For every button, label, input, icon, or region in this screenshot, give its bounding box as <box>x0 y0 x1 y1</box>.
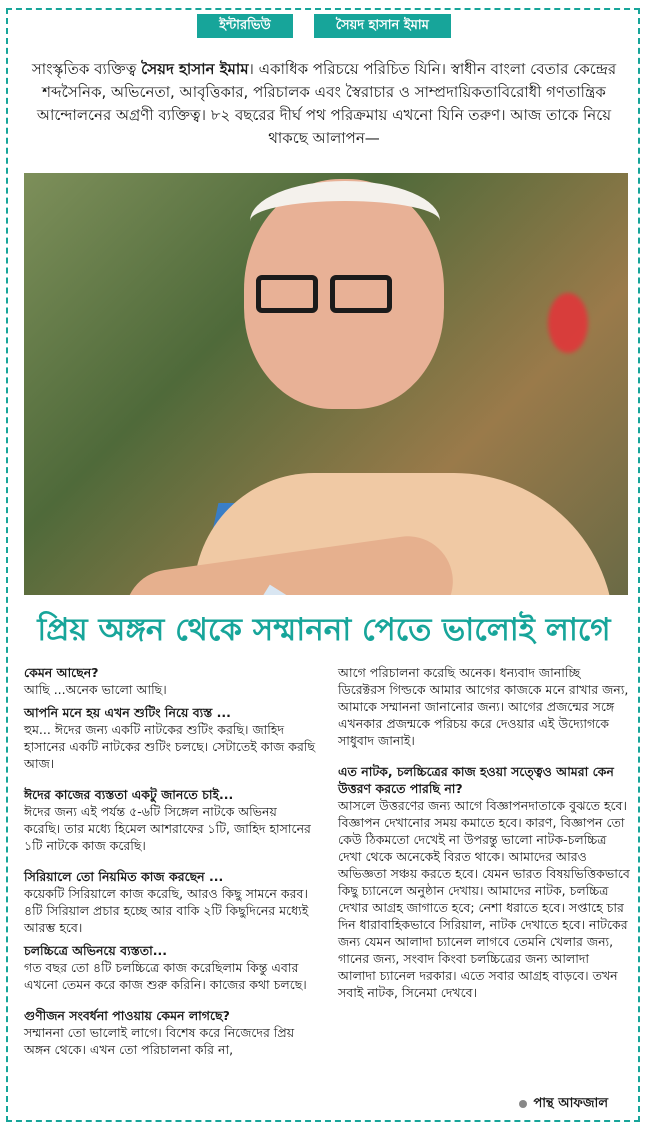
intro-after-name: । একাধিক পরিচয়ে পরিচিত যিনি। স্বাধীন বাংলা বেতার কেন্দ্রের শব্দসৈনিক, অভিনেতা, আবৃত্তিকার, পরিচালক এবং স্বৈরাচার ও সাম্প্রদায়িকতাবিরোধী গণতান্ত্রিক আন্দোলনের অগ্রণী ব্যক্তিত্ব। ৮২ বছরের দীর্ঘ পথ পরিক্রমায় এখনো যিনি তরুণ। আজ তাকে নিয়ে থাকছে আলাপন— <box>36 60 617 147</box>
header-tabs <box>0 14 648 38</box>
photo-glasses <box>256 275 416 319</box>
portrait-photo <box>24 173 628 595</box>
answer: হুম... ঈদের জন্য একটি নাটকের শুটিং করছি। জাহিদ হাসানের একটি নাটকের শুটিং চলছে। সেটাতেই কাজ করছি আজ। <box>24 722 316 771</box>
question: চলচ্চিত্রে অভিনয়ে ব্যস্ততা... <box>24 943 167 958</box>
subject-name-tab: সৈয়দ হাসান ইমাম <box>314 14 451 38</box>
answer: সম্মাননা তো ভালোই লাগে। বিশেষ করে নিজেদের প্রিয় অঙ্গন থেকে। এখন তো পরিচালনা করি না, <box>24 1025 295 1057</box>
bullet-icon <box>519 1100 527 1108</box>
question: ঈদের কাজের ব্যস্ততা একটু জানতে চাই... <box>24 787 234 802</box>
left-column <box>24 664 316 1058</box>
answer: আছি ...অনেক ভালো আছি। <box>24 682 167 697</box>
question: আপনি মনে হয় এখন শুটিং নিয়ে ব্যস্ত ... <box>24 705 231 720</box>
section-label: ইন্টারভিউ <box>197 14 292 38</box>
answer: আসলে উত্তরণের জন্য আগে বিজ্ঞাপনদাতাকে বুঝতে হবে। বিজ্ঞাপন দেখানোর সময় কমাতে হবে। কারণ, বিজ্ঞাপন তো কেউ ঠিকমতো দেখেই না উপরন্তু ভালো নাটক-চলচ্চিত্র দেখা থেকে অনেকেই বিরত থাকে। আমাদের আরও অভিজ্ঞতা সঞ্চয় করতে হবে। যেমন ভারত বিষয়ভিত্তিকভাবে কিছু চ্যানেলে অনুষ্ঠান দেখায়। আমাদের নাটক, চলচ্চিত্র দেখার আগ্রহ জাগাতে হবে; নেশা ধরাতে হবে। সপ্তাহে চার দিন ধারাবাহিকভাবে সিরিয়াল, নাটক দেখাতে হবে। নাটকের জন্য যেমন আলাদা চ্যানেল লাগবে তেমনি খেলার জন্য, গানের জন্য, সংবাদ কিংবা চলচ্চিত্রের জন্য আলাদা আলাদা চ্যানেল দরকার। এতে সবার আগ্রহ বাড়বে। তখন সবাই নাটক, সিনেমা দেখবে। <box>338 798 630 1000</box>
right-column <box>338 664 630 1001</box>
intro-name: সৈয়দ হাসান ইমাম <box>141 60 249 78</box>
byline <box>519 1094 608 1115</box>
question: কেমন আছেন? <box>24 665 99 680</box>
headline: প্রিয় অঙ্গন থেকে সম্মাননা পেতে ভালোই লাগে <box>37 612 611 648</box>
intro-paragraph <box>24 58 624 150</box>
byline-author: পান্থ আফজাল <box>533 1096 608 1111</box>
question: সিরিয়ালে তো নিয়মিত কাজ করছেন ... <box>24 869 224 884</box>
photo-hair <box>250 181 440 261</box>
answer: ঈদের জন্য এই পর্যন্ত ৫-৬টি সিঙ্গেল নাটকে অভিনয় করেছি। তার মধ্যে হিমেল আশরাফের ১টি, জাহিদ হাসানের ১টি নাটকে কাজ করেছি। <box>24 804 311 853</box>
photo-bokeh <box>548 293 588 353</box>
answer: গত বছর তো ৪টি চলচ্চিত্রে কাজ করেছিলাম কিন্তু এবার এখনো তেমন করে কাজ শুরু করিনি। কাজের কথা চলছে। <box>24 960 307 992</box>
intro-before-name: সাংস্কৃতিক ব্যক্তিত্ব <box>31 60 142 78</box>
answer: কয়েকটি সিরিয়ালে কাজ করেছি, আরও কিছু সামনে করব। ৪টি সিরিয়াল প্রচার হচ্ছে আর বাকি ২টি কিছুদিনের মধ্যেই আরম্ভ হবে। <box>24 886 309 935</box>
question: এত নাটক, চলচ্চিত্রের কাজ হওয়া সত্ত্বেও আমরা কেন উত্তরণ করতে পারছি না? <box>338 764 614 796</box>
question: গুণীজন সংবর্ধনা পাওয়ায় কেমন লাগছে? <box>24 1008 230 1023</box>
answer: আগে পরিচালনা করেছি অনেক। ধন্যবাদ জানাচ্ছি ডিরেক্টরস গিল্ডকে আমার আগের কাজকে মনে রাখার জন্য, আমাকে সম্মাননা জানানোর জন্য। আগের প্রজন্মের সঙ্গে এখনকার প্রজন্মকে পরিচয় করে দেওয়ার এই উদ্যোগকে সাধুবাদ জানাই। <box>338 665 629 748</box>
